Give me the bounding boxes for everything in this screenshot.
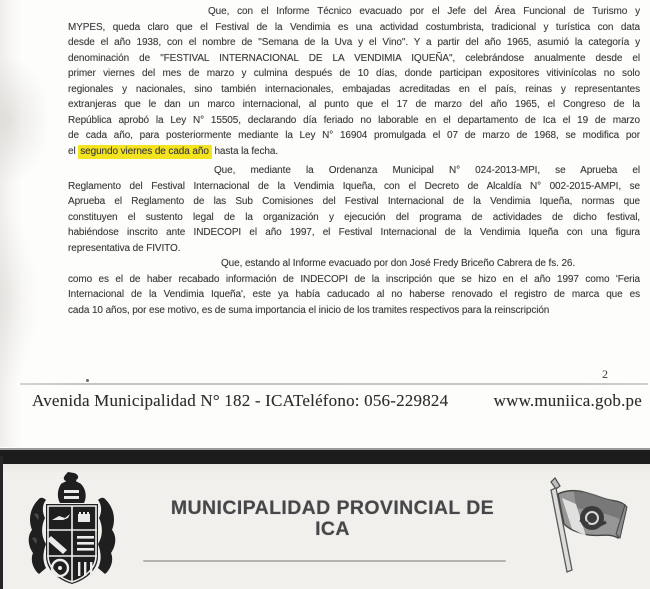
paragraph-informe-indecopi <box>68 256 640 318</box>
text-line: primer viernes del mes de marzo y culmina después de 10 días, donde participan expositores vitivinícolas no solo <box>68 68 640 79</box>
letterhead-title <box>110 497 555 540</box>
text-line: Reglamento del Festival Internacional de la Vendimia Iqueña, con el Decreto de Alcaldía N° 002-2015-AMPI, se <box>68 180 640 192</box>
page-number: 2 <box>602 367 608 381</box>
text-line: Aprueba el Reglamento de las Sub Comisiones del Festival Internacional de la Vendimia Iqueña, normas que <box>68 196 640 207</box>
text-line: extranjeras que le dan un marco internacional, al punto que el 17 de marzo del año 1965, el Congreso de la <box>68 99 640 110</box>
paragraph-ordenanza-municipal <box>68 163 640 256</box>
text-line: habiéndose inscrito ante INDECOPI el año 1997, el Festival Internacional de la Vendimia Iqueña con una figura <box>68 227 640 238</box>
text-line: denominación de "FESTIVAL INTERNACIONAL DE LA VENDIMIA IQUEÑA", celebrándose anualmente desde el <box>68 52 640 64</box>
letterhead-title-line1: MUNICIPALIDAD PROVINCIAL DE <box>170 497 495 519</box>
text-line: constituyen el sustento legal de la organización y ejecución del programa de actividades de dicho festival, <box>68 211 640 223</box>
highlight-pre-text: el <box>68 145 79 157</box>
ica-coat-of-arms-icon <box>24 470 120 588</box>
text-line-with-highlight <box>68 144 640 160</box>
text-line: Internacional de la Vendimia Iqueña', este ya había caducado al no haberse renovado el registro de marca que es <box>68 289 640 300</box>
text-line: representativa de FIVITO. <box>68 242 181 254</box>
text-line: como es el de haber recabado información de INDECOPI de la inscripción que se hizo en el año 1997 como 'Feria <box>68 273 640 285</box>
text-line: Que, mediante la Ordenanza Municipal N° 024-2013-MPI, se Aprueba el <box>214 165 640 176</box>
text-line: cada 10 años, por ese motivo, es de suma importancia el inicio de los tramites respectivos para la reinscripción <box>68 304 550 316</box>
footer-divider-line <box>20 383 648 385</box>
letterhead-underline <box>143 560 506 562</box>
highlight-post-text: hasta la fecha. <box>211 145 279 157</box>
yellow-highlighted-text: segundo viernes de cada año <box>78 145 212 160</box>
text-line: regionales y nacionales, sino también internacionales, embajadas acreditadas en el país, reinas y representantes <box>68 83 640 95</box>
text-line: República aprobó la Ley N° 15505, declarando día feriado no laborable en el departamento de Ica el 19 de marzo <box>68 114 640 126</box>
text-line: desde el año 1938, con el nombre de "Semana de la Uva y el Vino". Y a partir del año 1965, asumió la categoría y <box>68 37 640 48</box>
footer-phone: Teléfono: 056-229824 <box>293 391 449 410</box>
flag-icon <box>528 474 632 578</box>
footer-website: www.muniica.gob.pe <box>493 391 642 410</box>
text-line: Que, estando al Informe evacuado por don José Fredy Briceño Cabrera de fs. 26. <box>221 258 576 269</box>
paragraph-informe-tecnico <box>68 4 640 159</box>
footer-address: Avenida Municipalidad N° 182 - ICA <box>32 391 296 410</box>
text-line: de cada año, para posteriormente mediante la Ley N° 16904 promulgada el 07 de marzo de 1968, se modifica por <box>68 130 640 141</box>
text-line: Que, con el Informe Técnico evacuado por el Jefe del Área Funcional de Turismo y <box>208 6 640 17</box>
text-line: MYPES, queda claro que el Festival de la Vendimia es una actividad costumbrista, tradicional y turística con data <box>68 21 640 33</box>
scan-divider-bar <box>0 447 650 464</box>
scan-edge-shadow <box>0 456 3 589</box>
scan-speck <box>86 379 89 382</box>
letterhead-title-line2: ICA <box>315 518 350 540</box>
